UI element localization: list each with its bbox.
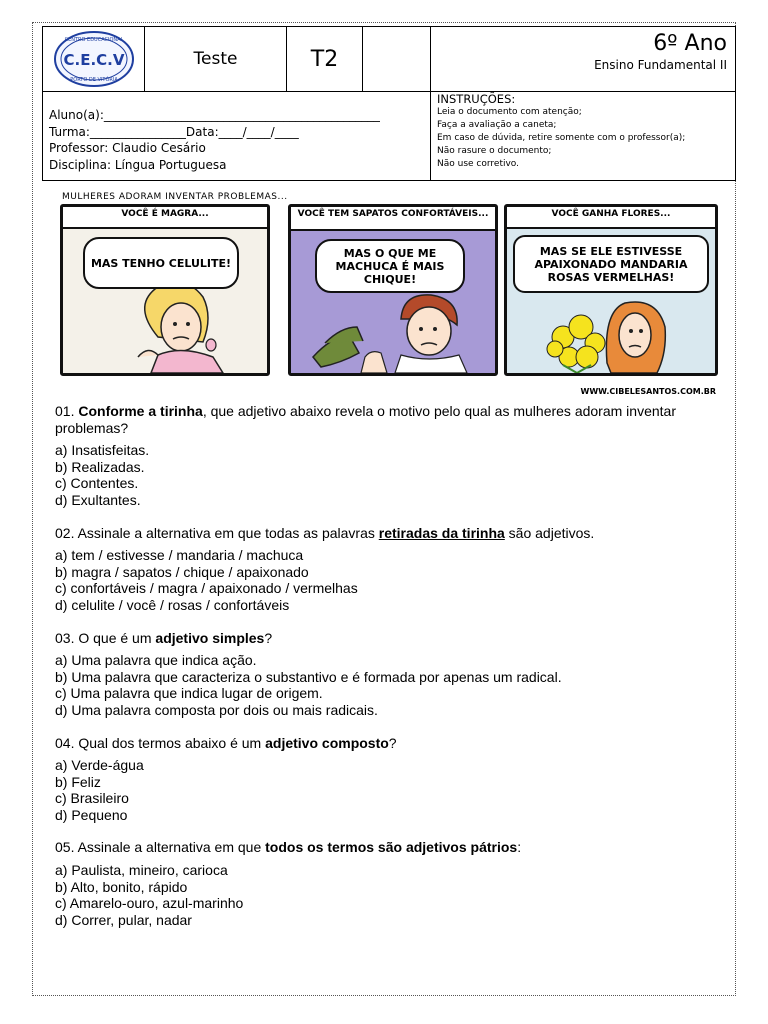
level-label: Ensino Fundamental II: [594, 58, 727, 72]
instructions-title: INSTRUÇÕES:: [437, 92, 516, 106]
questions: [55, 403, 725, 944]
question-3: [55, 630, 725, 719]
question-emphasis: retiradas da tirinha: [378, 524, 505, 541]
question-stem: 04. Qual dos termos abaixo é um adjetivo composto?: [55, 734, 397, 751]
panel-2-caption: VOCÊ TEM SAPATOS CONFORTÁVEIS...: [291, 207, 495, 231]
comic-panel-1: [60, 204, 270, 376]
question-emphasis: adjetivo simples: [155, 629, 265, 646]
question-stem: 02. Assinale a alternativa em que todas as palavras retiradas da tirinha são adjetivos.: [55, 524, 595, 541]
teacher-label: Professor: Claudio Cesário: [49, 141, 206, 155]
answer-option[interactable]: b) Alto, bonito, rápido: [55, 878, 188, 895]
question-2: [55, 525, 725, 614]
answer-option[interactable]: a) tem / estivesse / mandaria / machuca: [55, 547, 304, 564]
answer-option[interactable]: c) Brasileiro: [55, 790, 129, 807]
answer-option[interactable]: b) Feliz: [55, 773, 101, 790]
answer-option[interactable]: b) Realizadas.: [55, 458, 145, 475]
question-stem: 05. Assinale a alternativa em que todos os termos são adjetivos pátrios:: [55, 839, 522, 856]
blank-cell: [363, 27, 431, 91]
instructions: [431, 92, 735, 180]
answer-option[interactable]: a) Paulista, mineiro, carioca: [55, 862, 228, 879]
panel-1-speech: MAS TENHO CELULITE!: [83, 237, 239, 289]
grade-cell: [431, 27, 735, 91]
logo-top-text: CENTRO EDUCACIONAL: [64, 37, 123, 43]
question-emphasis: Conforme a tirinha: [78, 403, 203, 419]
answer-option[interactable]: d) celulite / você / rosas / confortáveis: [55, 596, 290, 613]
answer-option[interactable]: d) Correr, pular, nadar: [55, 911, 192, 928]
instruction-item: Em caso de dúvida, retire somente com o professor(a);: [437, 133, 686, 143]
test-code: T2: [287, 27, 363, 91]
question-1: [55, 403, 725, 509]
subject-label: Disciplina: Língua Portuguesa: [49, 157, 227, 172]
comic-panel-2: [288, 204, 498, 376]
question-stem: 01. Conforme a tirinha, que adjetivo abaixo revela o motivo pelo qual as mulheres adoram inventar problemas?: [55, 403, 676, 436]
answer-option[interactable]: c) Contentes.: [55, 475, 139, 492]
answer-option[interactable]: c) Uma palavra que indica lugar de origem.: [55, 685, 323, 702]
comic-strip: [56, 192, 722, 396]
question-5: [55, 839, 725, 928]
answer-option[interactable]: c) Amarelo-ouro, azul-marinho: [55, 895, 244, 912]
panel-3-caption: VOCÊ GANHA FLORES...: [507, 207, 715, 229]
instruction-item: Leia o documento com atenção;: [437, 107, 582, 117]
panel-2-speech: MAS O QUE ME MACHUCA É MAIS CHIQUE!: [315, 239, 465, 293]
question-emphasis: adjetivo composto: [265, 734, 389, 751]
panel-3-speech: MAS SE ELE ESTIVESSE APAIXONADO MANDARIA ROSAS VERMELHAS!: [513, 235, 709, 293]
answer-option[interactable]: d) Exultantes.: [55, 491, 141, 508]
logo-bottom-text: PORTO DE VITÓRIA: [69, 77, 118, 83]
test-label: Teste: [145, 27, 287, 91]
student-info: [43, 92, 431, 180]
comic-title: MULHERES ADORAM INVENTAR PROBLEMAS...: [62, 192, 288, 202]
logo-text: C.E.C.V: [63, 51, 124, 69]
answer-option[interactable]: c) confortáveis / magra / apaixonado / vermelhas: [55, 580, 358, 597]
answer-option[interactable]: d) Pequeno: [55, 806, 128, 823]
comic-credit: WWW.CIBELESANTOS.COM.BR: [580, 387, 716, 396]
answer-option[interactable]: a) Insatisfeitas.: [55, 442, 150, 459]
header-table: [42, 26, 736, 181]
instruction-item: Faça a avaliação a caneta;: [437, 120, 557, 130]
question-stem: 03. O que é um adjetivo simples?: [55, 629, 273, 646]
instruction-item: Não rasure o documento;: [437, 146, 552, 156]
class-date-field[interactable]: Turma:________________Data:____/____/____: [49, 124, 299, 139]
answer-option[interactable]: a) Verde-água: [55, 757, 144, 774]
student-name-field[interactable]: Aluno(a):______________________________________________: [49, 108, 380, 122]
panel-1-caption: VOCÊ É MAGRA...: [63, 207, 267, 229]
answer-option[interactable]: d) Uma palavra composta por dois ou mais radicais.: [55, 701, 378, 718]
comic-panel-3: [504, 204, 718, 376]
answer-option[interactable]: a) Uma palavra que indica ação.: [55, 652, 257, 669]
school-logo: [43, 27, 145, 91]
instruction-item: Não use corretivo.: [437, 159, 520, 169]
answer-option[interactable]: b) Uma palavra que caracteriza o substantivo e é formada por apenas um radical.: [55, 668, 562, 685]
answer-option[interactable]: b) magra / sapatos / chique / apaixonado: [55, 563, 309, 580]
question-emphasis: todos os termos são adjetivos pátrios: [265, 839, 518, 856]
grade-label: 6º Ano: [653, 31, 727, 56]
question-4: [55, 735, 725, 824]
